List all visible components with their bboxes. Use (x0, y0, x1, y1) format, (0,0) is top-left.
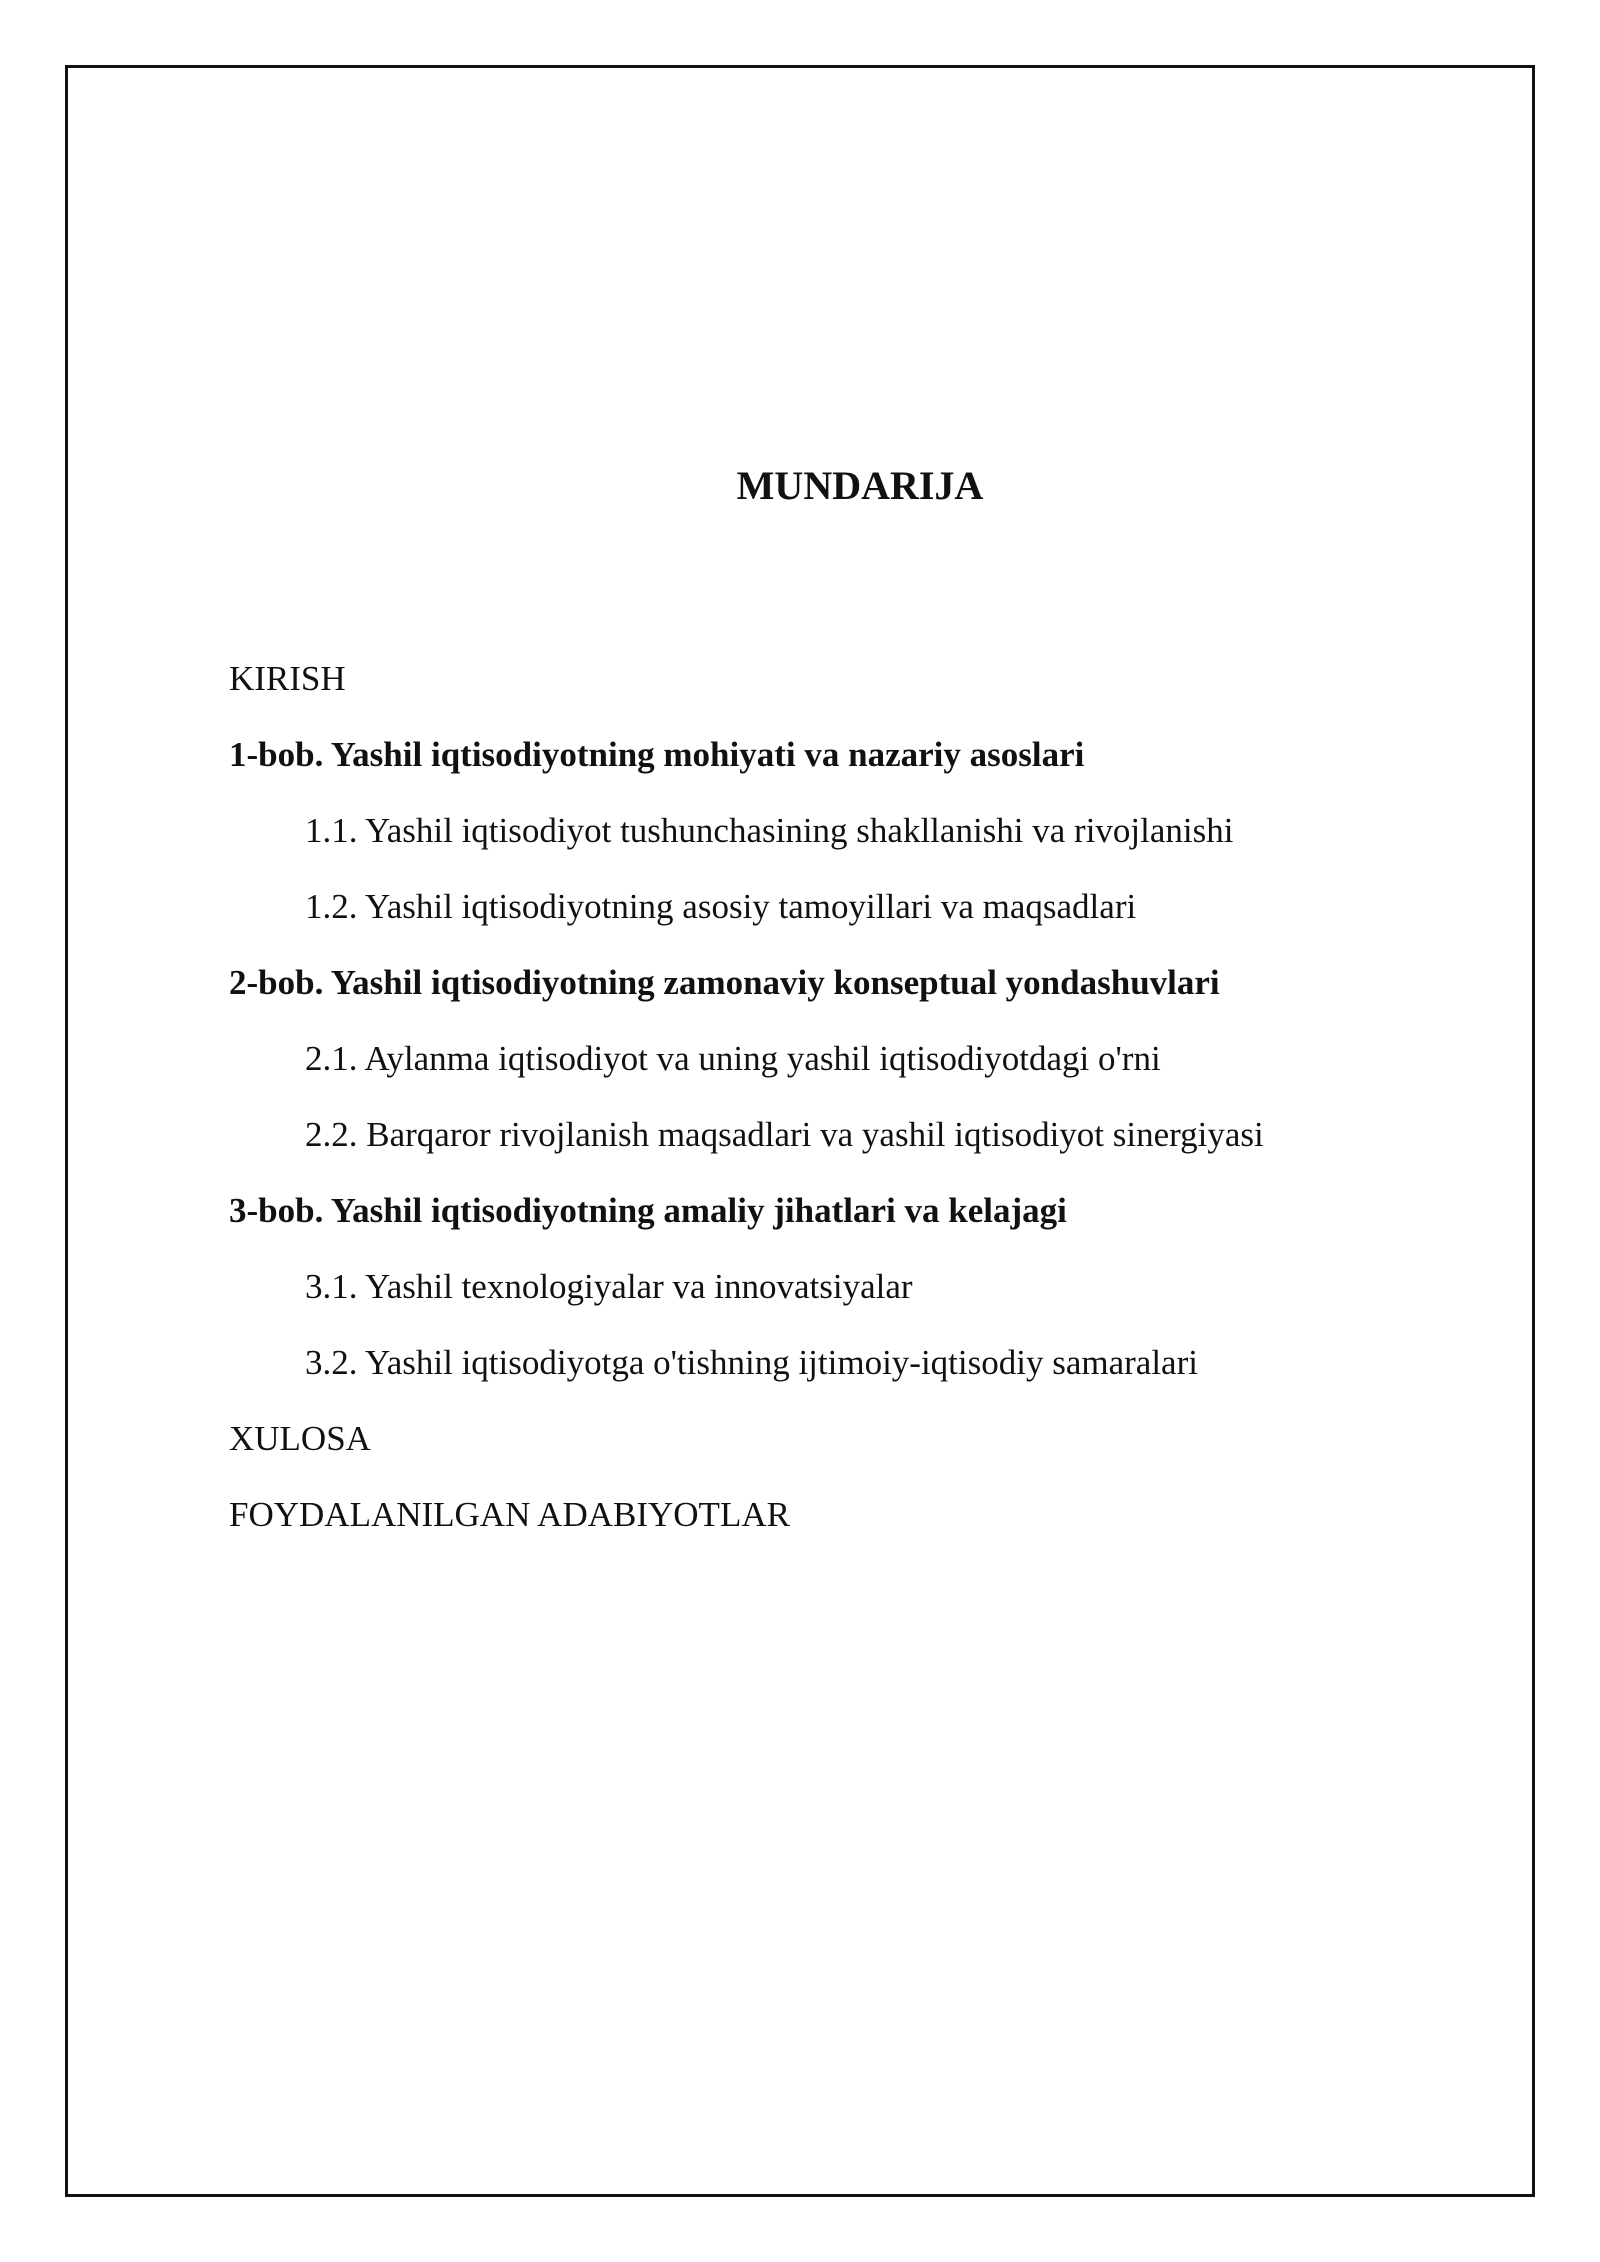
toc-entry-conclusion: XULOSA (229, 1419, 371, 1458)
table-of-contents (229, 641, 1479, 1553)
toc-section-1-2: 1.2. Yashil iqtisodiyotning asosiy tamoyillari va maqsadlari (305, 887, 1137, 926)
toc-section-3-2: 3.2. Yashil iqtisodiyotga o'tishning ijtimoiy-iqtisodiy samaralari (305, 1343, 1198, 1382)
page-title: MUNDARIJA (736, 463, 984, 508)
toc-entry-references: FOYDALANILGAN ADABIYOTLAR (229, 1495, 790, 1534)
toc-section-2-2: 2.2. Barqaror rivojlanish maqsadlari va yashil iqtisodiyot sinergiyasi (305, 1115, 1264, 1154)
toc-section-1-1: 1.1. Yashil iqtisodiyot tushunchasining shakllanishi va rivojlanishi (305, 811, 1234, 850)
toc-chapter-3: 3-bob. Yashil iqtisodiyotning amaliy jihatlari va kelajagi (229, 1191, 1067, 1230)
toc-entry-introduction: KIRISH (229, 659, 346, 698)
toc-chapter-2: 2-bob. Yashil iqtisodiyotning zamonaviy konseptual yondashuvlari (229, 963, 1220, 1002)
toc-section-3-1: 3.1. Yashil texnologiyalar va innovatsiyalar (305, 1267, 913, 1306)
toc-chapter-1: 1-bob. Yashil iqtisodiyotning mohiyati va nazariy asoslari (229, 735, 1085, 774)
toc-section-2-1: 2.1. Aylanma iqtisodiyot va uning yashil iqtisodiyotdagi o'rni (305, 1039, 1161, 1078)
